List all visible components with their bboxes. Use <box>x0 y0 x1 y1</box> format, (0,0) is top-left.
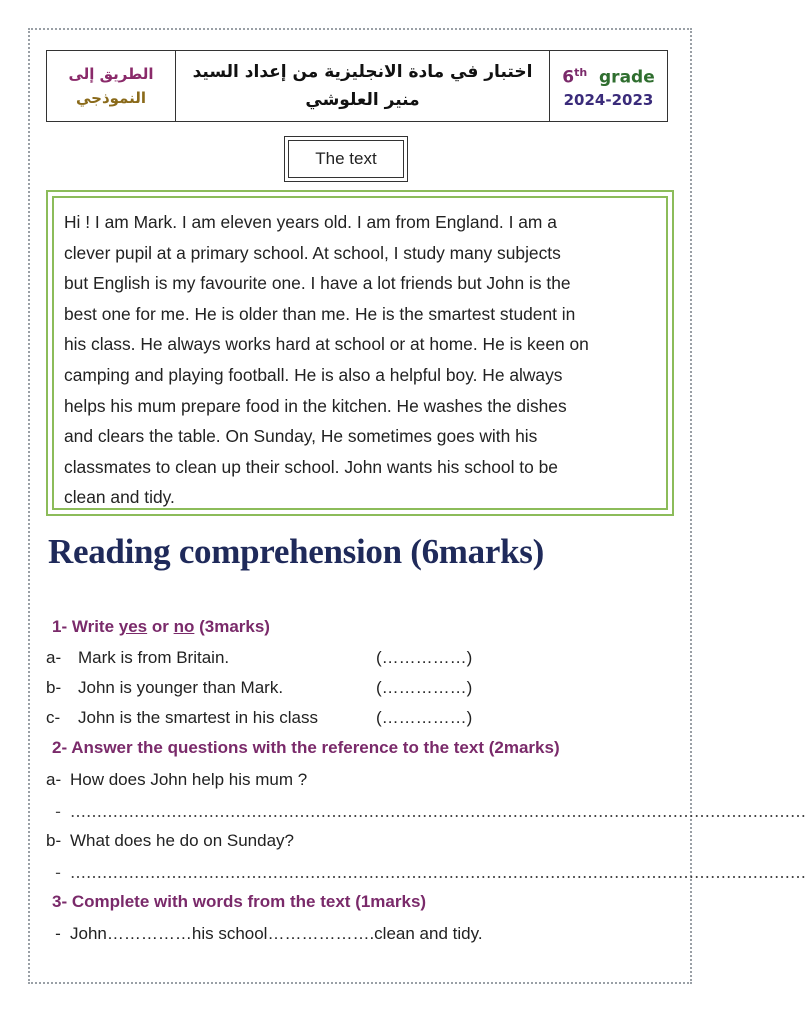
answer-blank[interactable]: (……………) <box>376 708 473 727</box>
exam-title-line-1: اختبار في مادة الانجليزية من إعداد السيد <box>192 62 533 82</box>
item-text: What does he do on Sunday? <box>70 831 294 850</box>
item-letter: b- <box>46 678 62 697</box>
item-letter: c- <box>46 708 61 727</box>
passage-line: Hi ! I am Mark. I am eleven years old. I am from England. I am a <box>64 212 557 232</box>
q3-sentence: John……………his school……………….clean and tidy. <box>70 924 483 943</box>
header-table <box>46 50 668 122</box>
q2-heading: 2- Answer the questions with the reference to the text (2marks) <box>52 738 560 757</box>
q1-item <box>46 648 229 668</box>
q2-item <box>46 831 294 851</box>
passage-line: helps his mum prepare food in the kitchen. He washes the dishes <box>64 395 567 416</box>
answer-line[interactable]: - ………………………………………………………………………………………………………………………… <box>55 802 806 821</box>
q2-item <box>46 770 307 790</box>
q1-item <box>46 678 283 698</box>
reading-passage <box>52 196 668 510</box>
grade-cell <box>549 51 667 121</box>
item-text: Mark is from Britain. <box>78 648 230 667</box>
item-letter: a- <box>46 770 62 789</box>
brand-line-1: الطريق إلى <box>68 65 154 83</box>
reading-passage-box <box>46 190 674 516</box>
grade-word: grade <box>599 67 655 88</box>
q1-heading: 1- Write yes or no (3marks) <box>52 617 270 636</box>
q3-heading: 3- Complete with words from the text (1marks) <box>52 892 427 911</box>
answer-blank[interactable]: (……………) <box>376 648 473 667</box>
grade-number: 6 <box>562 67 575 88</box>
q1-item <box>46 708 318 728</box>
q1-no: no <box>173 617 195 636</box>
section-title: Reading comprehension (6marks) <box>48 532 544 571</box>
item-text: John is younger than Mark. <box>78 678 284 697</box>
exam-title-line-2: منير العلوشي <box>305 90 420 110</box>
text-label-box <box>284 136 408 182</box>
q3-sentence-row[interactable] <box>46 924 483 944</box>
q1-yes: yes <box>118 617 148 636</box>
passage-line: camping and playing football. He is also a helpful boy. He always <box>64 364 563 385</box>
passage-line: classmates to clean up their school. John wants his school to be <box>64 456 558 477</box>
school-year: 2024-2023 <box>563 91 654 110</box>
brand-line-2: النموذجي <box>75 89 147 107</box>
title-cell <box>175 51 549 121</box>
text-label: The text <box>288 140 404 178</box>
grade-label <box>562 61 655 90</box>
item-letter: a- <box>46 648 62 667</box>
passage-line: and clears the table. On Sunday, He sometimes goes with his <box>64 426 538 447</box>
passage-line: best one for me. He is older than me. He is the smartest student in <box>64 303 576 324</box>
passage-line: but English is my favourite one. I have a lot friends but John is the <box>64 273 571 294</box>
item-text: John is the smartest in his class <box>78 708 318 727</box>
passage-line: clean and tidy. <box>64 487 175 508</box>
q3-dash: - <box>55 924 61 943</box>
answer-line[interactable]: - ………………………………………………………………………………………………………………………… <box>55 863 806 882</box>
grade-suffix: th <box>574 65 588 79</box>
passage-line: his class. He always works hard at school or at home. He is keen on <box>64 334 589 355</box>
item-text: How does John help his mum ? <box>70 770 308 789</box>
passage-line: clever pupil at a primary school. At school, I study many subjects <box>64 242 561 263</box>
brand-cell <box>47 51 175 121</box>
item-letter: b- <box>46 831 62 850</box>
answer-blank[interactable]: (……………) <box>376 678 473 697</box>
